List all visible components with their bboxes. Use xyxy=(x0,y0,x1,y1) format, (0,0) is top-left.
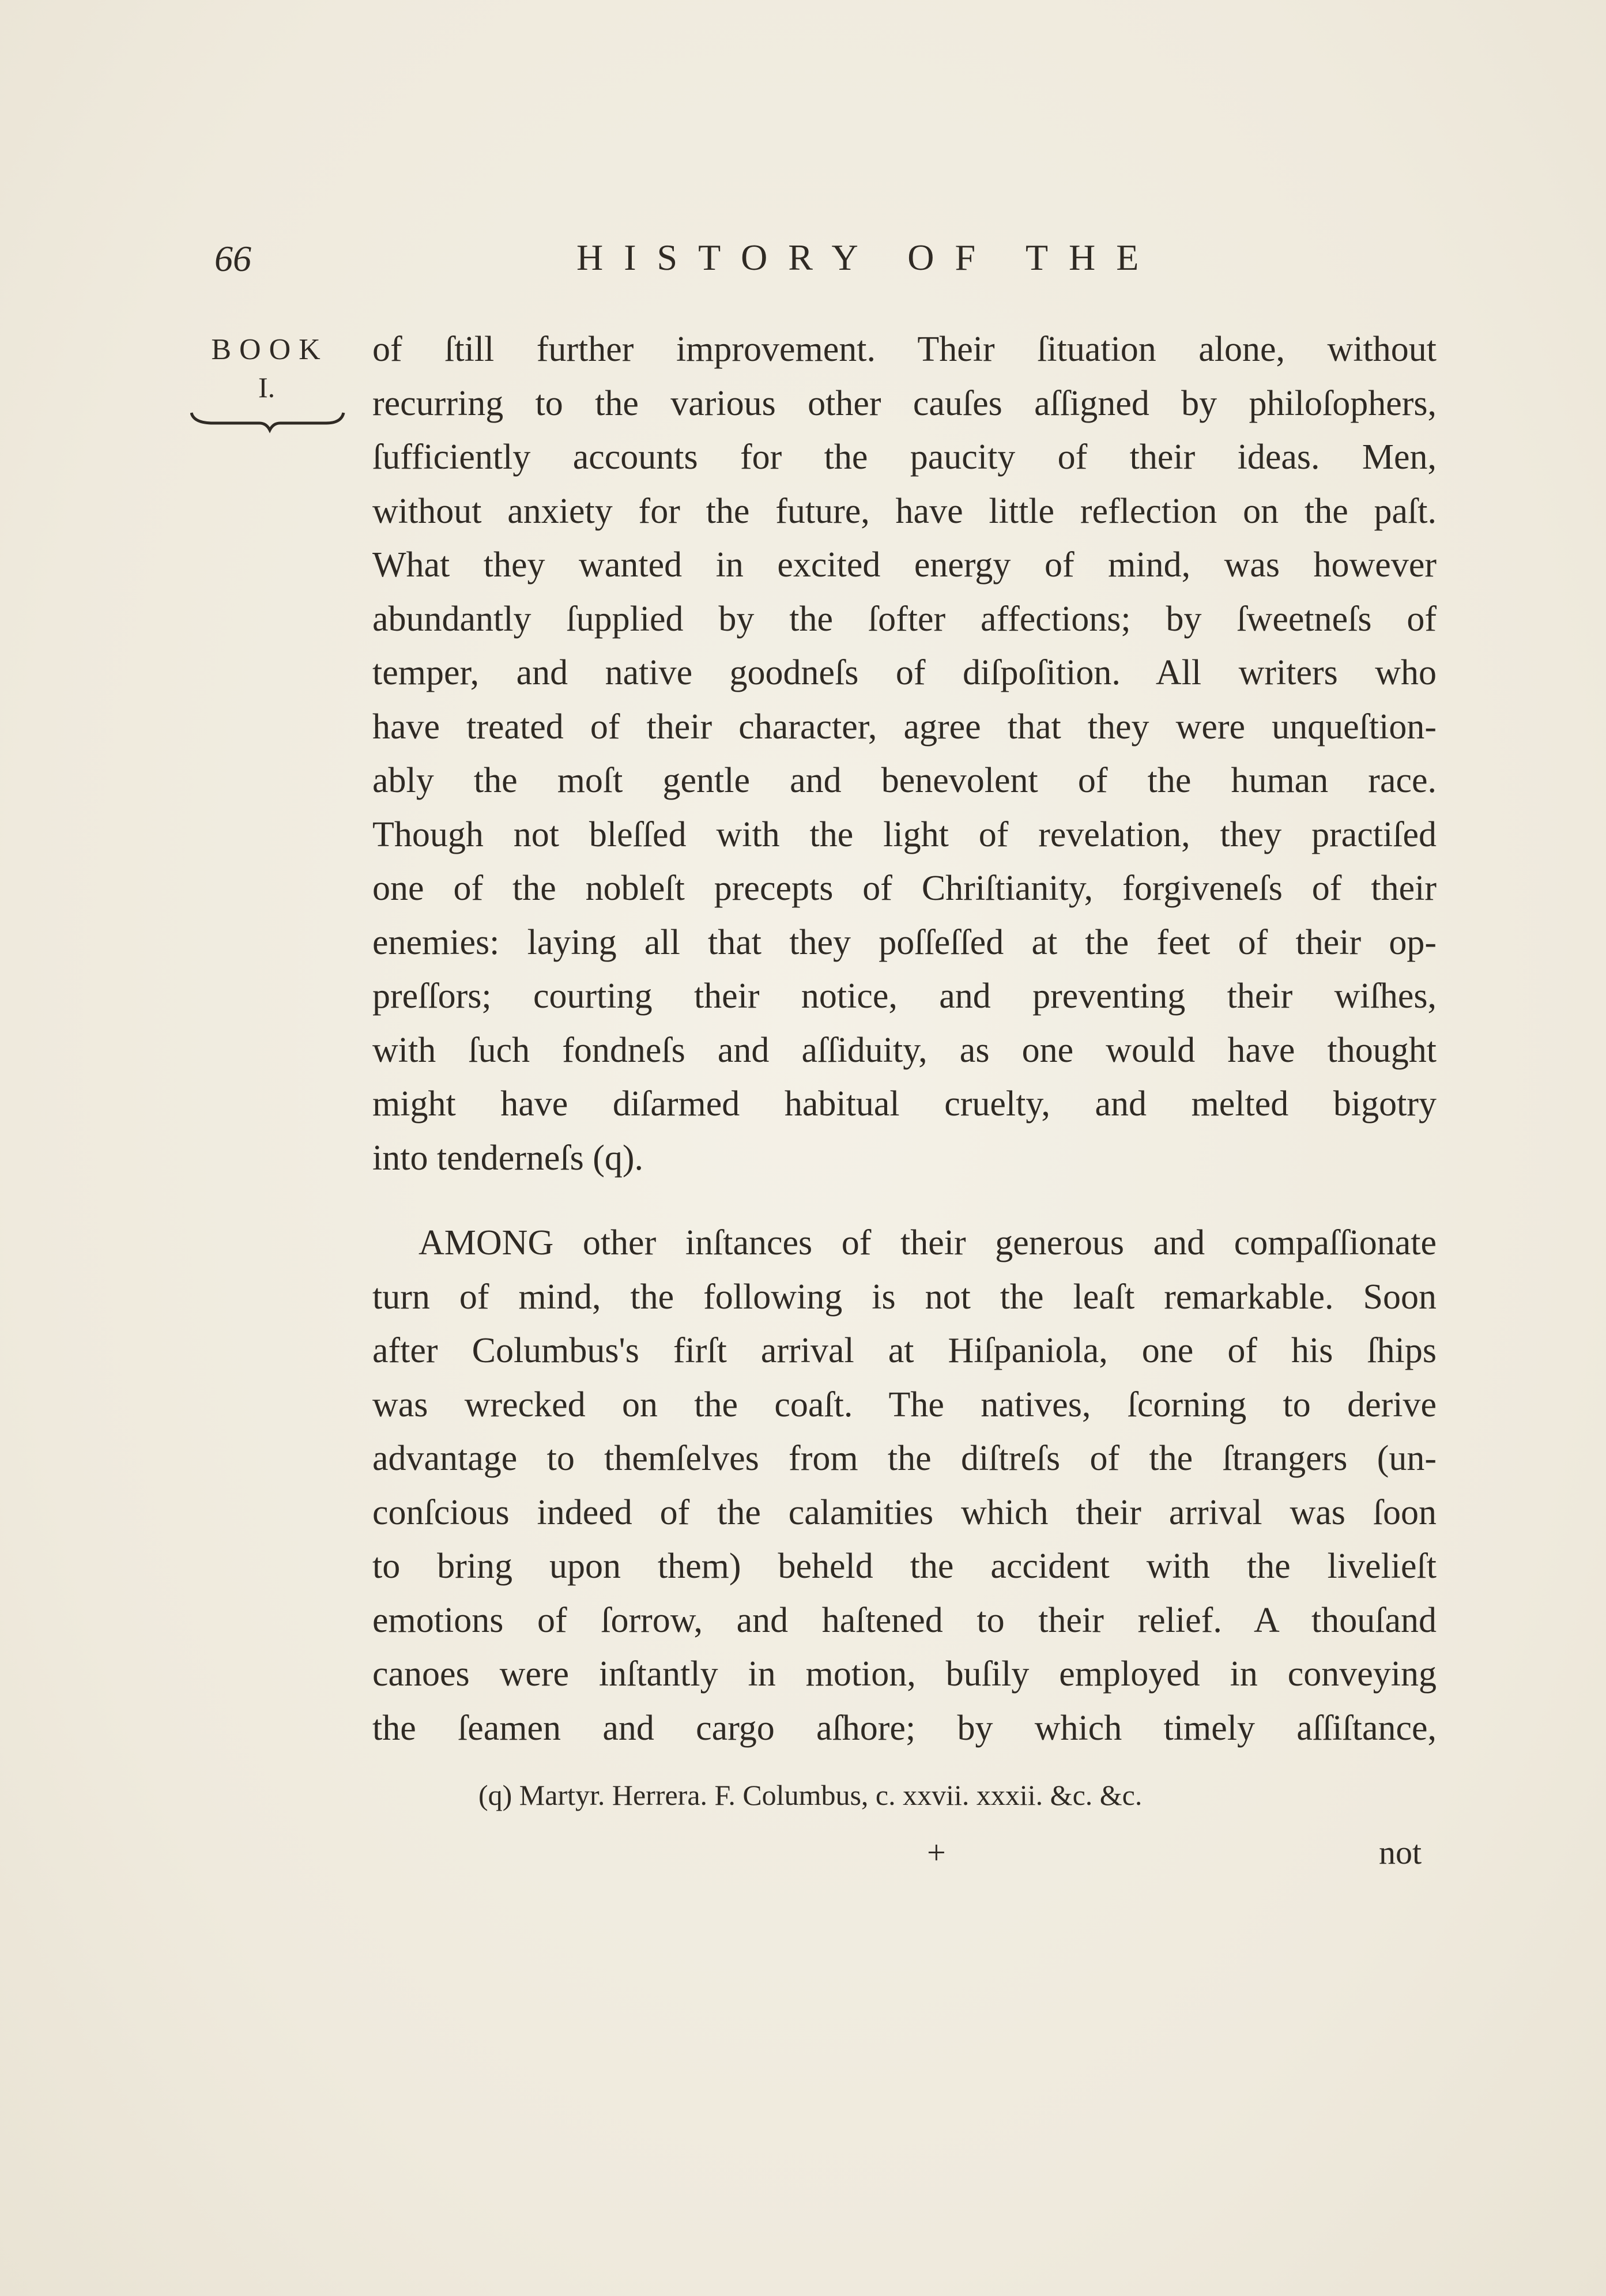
margin-note xyxy=(195,330,345,405)
catchword: not xyxy=(1379,1834,1422,1871)
text-line: one of the nobleſt precepts of Chriſtianity, forgiveneſs of their xyxy=(372,869,1437,908)
text-line: recurring to the various other cauſes aſſigned by philoſophers, xyxy=(372,383,1437,423)
text-line: Though not bleſſed with the light of revelation, they practiſed xyxy=(372,815,1437,854)
text-line: have treated of their character, agree that they were unqueſtion- xyxy=(372,707,1437,747)
text-line: preſſors; courting their notice, and preventing their wiſhes, xyxy=(372,977,1437,1016)
page-number: 66 xyxy=(214,238,251,279)
text-line: ably the moſt gentle and benevolent of the human race. xyxy=(372,761,1437,800)
text-line: What they wanted in excited energy of mind, was however xyxy=(372,545,1437,585)
text-line: advantage to themſelves from the diſtreſs of the ſtrangers (un- xyxy=(372,1439,1437,1478)
paragraph-1 xyxy=(372,323,1437,1185)
text-line: turn of mind, the following is not the leaſt remarkable. Soon xyxy=(372,1277,1437,1317)
text-line: abundantly ſupplied by the ſofter affections; by ſweetneſs of xyxy=(372,599,1437,639)
text-line: into tenderneſs (q). xyxy=(372,1138,644,1178)
text-line: of ſtill further improvement. Their ſituation alone, without xyxy=(372,330,1437,369)
book-label: BOOK xyxy=(211,333,329,366)
text-line: the ſeamen and cargo aſhore; by which timely aſſiſtance, xyxy=(372,1708,1437,1748)
text-line: canoes were inſtantly in motion, buſily employed in conveying xyxy=(372,1654,1437,1694)
text-line: ſufficiently accounts for the paucity of their ideas. Men, xyxy=(372,438,1437,477)
text-line: with ſuch fondneſs and aſſiduity, as one would have thought xyxy=(372,1030,1437,1070)
text-line: AMONG other inſtances of their generous and compaſſionate xyxy=(419,1223,1437,1262)
text-line: might have diſarmed habitual cruelty, and melted bigotry xyxy=(372,1084,1437,1124)
running-head: HISTORY OF THE xyxy=(576,237,1160,278)
text-line: temper, and native goodneſs of diſpoſition. All writers who xyxy=(372,653,1437,692)
text-line: conſcious indeed of the calamities which their arrival was ſoon xyxy=(372,1492,1437,1532)
text-line: was wrecked on the coaſt. The natives, ſcorning to derive xyxy=(372,1385,1437,1424)
book-volume: I. xyxy=(258,371,276,404)
printer-mark: + xyxy=(927,1834,946,1871)
text-line: enemies: laying all that they poſſeſſed at the feet of their op- xyxy=(372,922,1437,962)
text-line: to bring upon them) beheld the accident with the livelieſt xyxy=(372,1547,1437,1586)
text-line: after Columbus's firſt arrival at Hiſpaniola, one of his ſhips xyxy=(372,1331,1437,1370)
text-line: without anxiety for the future, have little reflection on the paſt. xyxy=(372,491,1437,531)
page-header xyxy=(0,231,1606,294)
paragraph-2 xyxy=(372,1216,1437,1755)
text-line: emotions of ſorrow, and haſtened to their relief. A thouſand xyxy=(372,1600,1437,1640)
margin-brace-icon xyxy=(190,410,346,433)
footnote: (q) Martyr. Herrera. F. Columbus, c. xxvii. xxxii. &c. &c. xyxy=(478,1779,1143,1811)
